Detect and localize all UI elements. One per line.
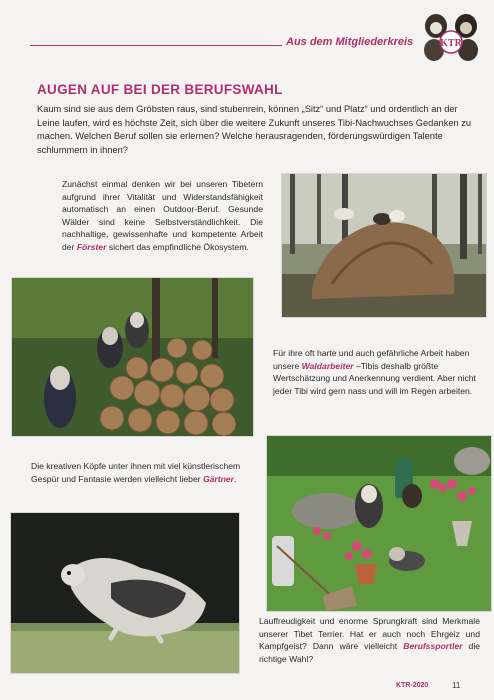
photo-garden (266, 435, 492, 612)
page-number: 11 (452, 681, 461, 690)
footer-issue: KTR-2020 (396, 682, 429, 689)
photo-woodpile (11, 277, 254, 437)
highlight-foerster: Förster (76, 241, 107, 252)
article-intro: Kaum sind sie aus dem Gröbsten raus, sind stubenrein, können „Sitz“ und Platz“ und ordentlich an der Leine laufen, wird es höchste Zeit, sich über die weitere Zukunft unseres Tibi-Nachwuchses Gedanken zu machen. Welchen Beruf sollen sie erlernen? Welche herausragenden, förderungswürdigen Talente schlummern in ihnen? (37, 104, 472, 155)
photo-running-dog (10, 512, 240, 674)
section-title: Aus dem Mitgliederkreis (286, 36, 414, 48)
logo-text: KTR (440, 38, 462, 49)
highlight-waldarbeiter: Waldarbeiter (301, 360, 354, 371)
paragraph-gaertner: Die kreativen Köpfe unter ihnen mit viel künstlerischem Gespür und Fantasie werden vielleicht lieber Gärtner. (31, 461, 241, 484)
highlight-berufssportler: Berufssportler (403, 641, 463, 652)
paragraph-foerster: Zunächst einmal denken wir bei unseren Tibetern aufgrund ihrer Vitalität und Widerstandsfähigkeit automatisch an einen Outdoor-Beruf. Gesunde Wälder sind keine Selbstverständlichkeit. Die nachhaltige, gewissenhafte und kompetente Arbeit der Förster sichert das empfindliche Ökosystem. (62, 179, 263, 252)
photo-tree-stump (281, 173, 487, 318)
article-headline: AUGEN AUF BEI DER BERUFSWAHL (37, 82, 283, 97)
paragraph-waldarbeiter: Für ihre oft harte und auch gefährliche Arbeit haben unsere Waldarbeiter –Tibis deshalb größte Wertschätzung und Anerkennung verdient. Aber nicht jeder Tibi wird gern nass und will im Regen arbeiten. (273, 348, 476, 396)
club-logo (420, 8, 482, 64)
highlight-gaertner: Gärtner (202, 473, 235, 484)
paragraph-berufssportler: Lauffreudigkeit und enorme Sprungkraft sind Merkmale unserer Tibet Terrier. Hat er auch noch Ehrgeiz und Kampfgeist? Dann wäre vielleicht Berufssportler die richtige Wahl? (259, 616, 481, 664)
header-rule (30, 45, 282, 46)
